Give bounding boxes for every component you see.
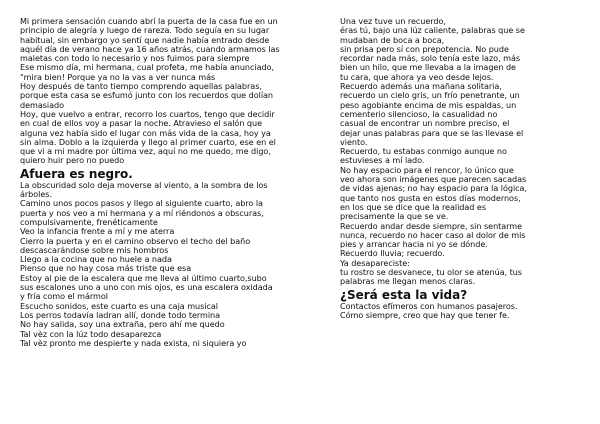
text-line: casual de encontrar un nombre preciso, el bbox=[340, 118, 510, 129]
text-line: Recuerdo andar desde siempre, sin sentarme bbox=[340, 220, 523, 231]
text-line: recuerdo un cielo gris, un frío penetrante, un bbox=[340, 90, 520, 101]
text-line: viento. bbox=[340, 136, 368, 147]
text-line: árboles. bbox=[20, 189, 52, 200]
text-line: demasiado bbox=[20, 99, 65, 110]
text-line: que vi a mi madre por última vez, aquí no me quedo, me digo, bbox=[20, 146, 271, 157]
text-line: No hay espacio para el rencor, lo único que bbox=[340, 164, 514, 175]
text-line: Escucho sonidos, este cuarto es una caja musical bbox=[20, 300, 218, 311]
text-line: bien un hilo, que me llevaba a la imagen de bbox=[340, 62, 516, 73]
text-line: estuvieses a mí lado. bbox=[340, 155, 425, 166]
text-line: Una vez tuve un recuerdo, bbox=[340, 16, 446, 26]
text-line: que tanto nos gusta en estos días modernos, bbox=[340, 192, 521, 203]
text-line: nunca, recuerdo no hacer caso al dolor de mis bbox=[340, 229, 526, 240]
text-line: Tal vèz pronto me despierte y nada exista, ni siquiera yo bbox=[20, 337, 247, 348]
text-line: Llego a la cocina que no huele a nada bbox=[20, 254, 172, 265]
text-line: de vidas ajenas; no hay espacio para la lógica, bbox=[340, 183, 527, 194]
text-line: mudaban de boca a boca, bbox=[340, 34, 445, 45]
text-line: Camino unos pocos pasos y llego al siguiente cuarto, abro la bbox=[20, 198, 263, 209]
text-line: Contactos efímeros con humanos pasajeros. bbox=[340, 300, 518, 311]
text-line: La obscuridad solo deja moverse al viento, a la sombra de los bbox=[20, 179, 268, 190]
text-line: Cómo siempre, creo que hay que tener fe. bbox=[340, 309, 510, 320]
text-line: Los perros todavía ladran allí, donde todo termina bbox=[20, 309, 221, 320]
text-line: Estoy al pie de la escalera que me lleva al último cuarto,subo bbox=[20, 272, 267, 283]
right-heading: ¿Será esta la vida? bbox=[340, 287, 468, 302]
text-line: Veo la infancia frente a mí y me aterra bbox=[20, 226, 175, 237]
text-line: sus escalones uno a uno con mis ojos, es una escalera oxidada bbox=[20, 282, 273, 293]
text-line: cementerio silencioso, la casualidad no bbox=[340, 108, 498, 119]
text-line: "mira bien! Porque ya no la vas a ver nunca más bbox=[20, 71, 216, 82]
text-line: pies y arrancar hacia ni yo se dónde. bbox=[340, 239, 488, 250]
text-line: recordar nada más, solo tenía este lazo, más bbox=[340, 53, 521, 64]
text-line: compulsivamente, frenéticamente bbox=[20, 216, 158, 227]
text-line: descascarándose sobre mis hombros bbox=[20, 244, 169, 255]
text-line: en cual de ellos voy a pasar la noche. Atravieso el salón que bbox=[20, 118, 263, 129]
text-line: alguna vez había sido el lugar con más vida de la casa, hoy ya bbox=[20, 127, 271, 138]
text-line: aquél día de verano hace ya 16 años atrás, cuando armamos las bbox=[20, 43, 280, 54]
text-line: Mi primera sensación cuando abrí la puerta de la casa fue en un bbox=[20, 16, 278, 26]
text-line: y fría como el mármol bbox=[20, 291, 108, 302]
text-line: peso agobiante encima de mis espaldas, un bbox=[340, 99, 517, 110]
text-line: sin alma. Doblo a la izquierda y llego al primer cuarto, ese en el bbox=[20, 136, 276, 147]
right-column bbox=[340, 17, 585, 320]
text-line: quiero huir pero no puedo bbox=[20, 155, 125, 166]
text-line: Ese mismo día, mi hermana, cual profeta, me había anunciado, bbox=[20, 62, 275, 73]
text-line: Recuerdo además una mañana solitaria, bbox=[340, 81, 502, 92]
text-line: éras tú, bajo una lúz caliente, palabras que se bbox=[340, 25, 525, 36]
text-line: maletas con todo lo necesario y nos fuimos para siempre bbox=[20, 53, 250, 64]
left-text-block-2 bbox=[20, 181, 282, 348]
text-line: Recuerdo lluvia; recuerdo. bbox=[340, 248, 445, 259]
text-line: palabras me llegan menos claras. bbox=[340, 276, 476, 287]
text-line: sin prisa pero sí con prepotencia. No pude bbox=[340, 43, 509, 54]
text-line: Hoy después de tanto tiempo comprendo aquellas palabras, bbox=[20, 81, 262, 92]
text-line: Ya desapareciste: bbox=[340, 257, 410, 268]
text-line: tu rostro se desvanece, tu olor se atenúa, tus bbox=[340, 267, 522, 278]
text-line: tu cara, que ahora ya veo desde lejos. bbox=[340, 71, 494, 82]
text-line: en los que se dice que la realidad es bbox=[340, 201, 486, 212]
text-line: No hay salida, soy una extraña, pero ahí me quedo bbox=[20, 319, 225, 330]
text-line: porque esta casa se esfumó junto con los recuerdos que dolían bbox=[20, 90, 274, 101]
left-column bbox=[20, 17, 282, 348]
right-text-block-2 bbox=[340, 302, 585, 321]
text-line: Hoy, que vuelvo a entrar, recorro los cuartos, tengo que decidir bbox=[20, 108, 275, 119]
text-line: Pienso que no hay cosa más triste que esa bbox=[20, 263, 192, 274]
text-line: Tal vèz con la lúz todo desaparezca bbox=[20, 328, 162, 339]
text-line: habitual, sin embargo yo sentí que nadie había entrado desde bbox=[20, 34, 270, 45]
text-line: precisamente la que se ve. bbox=[340, 211, 449, 222]
text-line: Recuerdo, tu estabas conmigo aunque no bbox=[340, 146, 507, 157]
text-line: Cierro la puerta y en el camino observo el techo del baño bbox=[20, 235, 251, 246]
text-line: dejar unas palabras para que se las llevase el bbox=[340, 127, 524, 138]
right-text-block-1 bbox=[340, 17, 585, 287]
text-line: principio de alegría y luego de rareza. Todo seguía en su lugar bbox=[20, 25, 270, 36]
text-line: puerta y nos veo a mi hermana y a mí riéndonos a obscuras, bbox=[20, 207, 264, 218]
left-heading: Afuera es negro. bbox=[20, 166, 133, 181]
left-text-block-1 bbox=[20, 17, 282, 166]
text-line: veo ahora son imágenes que parecen sacadas bbox=[340, 174, 527, 185]
